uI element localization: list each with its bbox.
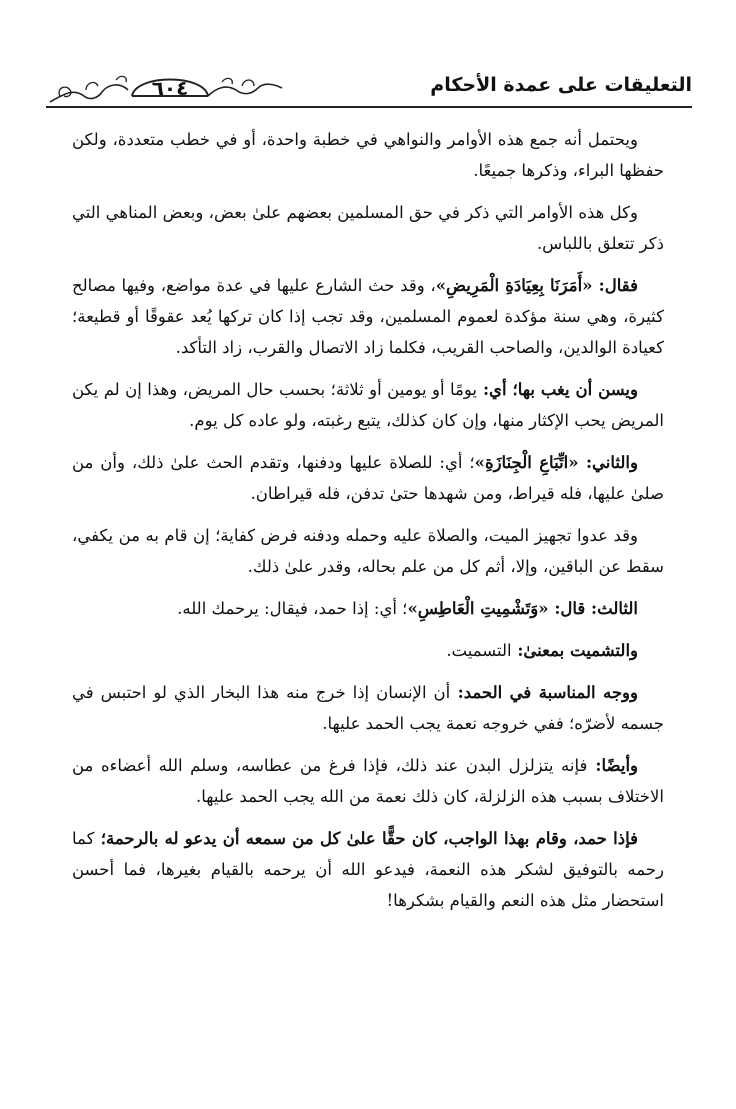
paragraph xyxy=(72,270,664,363)
page-header xyxy=(46,66,692,116)
paragraph-text: ؛ أي: إذا حمد، فيقال: يرحمك الله. xyxy=(177,599,408,618)
page-body xyxy=(72,124,664,927)
paragraph-text: وقد عدوا تجهيز الميت، والصلاة عليه وحمله ودفنه فرض كفاية؛ إن قام به من يكفي، سقط عن الباقين، وإلا، أثم كل من علم بحاله، وقدر علىٰ ذلك. xyxy=(72,526,664,576)
paragraph-text: ، وقد حث الشارع عليها في عدة مواضع، وفيها مصالح كثيرة، وهي سنة مؤكدة لعموم المسلمين، وقد تجب إذا كان تركها يُعد عقوقًا أو قطيعة؛ كعيادة الوالدين، والصاحب القريب، فكلما زاد الاتصال والقرب، زاد التأكد. xyxy=(72,276,664,357)
paragraph xyxy=(72,520,664,582)
paragraph xyxy=(72,124,664,186)
paragraph xyxy=(72,593,664,624)
paragraph xyxy=(72,677,664,739)
paragraph xyxy=(72,447,664,509)
hadith-quote: «أَمَرَنَا بِعِيَادَةِ الْمَرِيضِ» xyxy=(435,276,593,295)
paragraph xyxy=(72,635,664,666)
paragraph-lead: والتشميت بمعنىٰ: xyxy=(511,641,638,660)
page-number: ٦٠٤ xyxy=(151,76,189,100)
paragraph-lead: وأيضًا: xyxy=(587,756,638,775)
paragraph-lead: ويسن أن يغب بها؛ أي: xyxy=(477,380,638,399)
hadith-quote: «اتِّبَاعِ الْجِنَازَةِ» xyxy=(474,453,579,472)
paragraph-text: ؛ أي: للصلاة عليها ودفنها، وتقدم الحث علىٰ ذلك، وأن من صلىٰ عليها، فله قيراط، ومن شهدها حتىٰ تدفن، فله قيراطان. xyxy=(72,453,664,503)
paragraph-text: كما رحمه بالتوفيق لشكر هذه النعمة، فيدعو الله أن يرحمه بالقيام بغيرها، فما أحسن استحضار مثل هذه النعم والقيام بشكرها! xyxy=(72,829,664,910)
paragraph xyxy=(72,374,664,436)
paragraph-text: ويحتمل أنه جمع هذه الأوامر والنواهي في خطبة واحدة، أو في خطب متعددة، ولكن حفظها البراء، وذكرها جميعًا. xyxy=(72,130,664,180)
paragraph-text: فإنه يتزلزل البدن عند ذلك، فإذا فرغ من عطاسه، وسلم الله أعضاءه من الاختلاف بسبب هذه الزلزلة، كان ذلك نعمة من الله يجب الحمد عليها. xyxy=(72,756,664,806)
book-title: التعليقات على عمدة الأحكام xyxy=(430,74,692,96)
paragraph-lead: والثاني: xyxy=(578,453,638,472)
paragraph-text: أن الإنسان إذا خرج منه هذا البخار الذي لو احتبس في جسمه لأضرّه؛ ففي خروجه نعمة يجب الحمد عليها. xyxy=(72,683,664,733)
paragraph xyxy=(72,197,664,259)
paragraph xyxy=(72,750,664,812)
paragraph-lead: الثالث: قال: xyxy=(548,599,638,618)
paragraph-lead: فقال: xyxy=(592,276,638,295)
paragraph-text: يومًا أو يومين أو ثلاثة؛ بحسب حال المريض، وهذا إن لم يكن المريض يحب الإكثار منها، وإن كان كذلك، يتبع رغبته، ولو عاده كل يوم. xyxy=(72,380,664,430)
header-divider xyxy=(46,106,692,108)
hadith-quote: «وَتَشْمِيتِ الْعَاطِسِ» xyxy=(407,599,549,618)
paragraph-text: وكل هذه الأوامر التي ذكر في حق المسلمين بعضهم علىٰ بعض، وبعض المناهي التي ذكر تتعلق باللباس. xyxy=(72,203,664,253)
paragraph-lead: ووجه المناسبة في الحمد: xyxy=(450,683,638,702)
paragraph-lead: فإذا حمد، وقام بهذا الواجب، كان حقًّا علىٰ كل من سمعه أن يدعو له بالرحمة؛ xyxy=(94,829,638,848)
paragraph xyxy=(72,823,664,916)
paragraph-text: التسميت. xyxy=(446,641,512,660)
